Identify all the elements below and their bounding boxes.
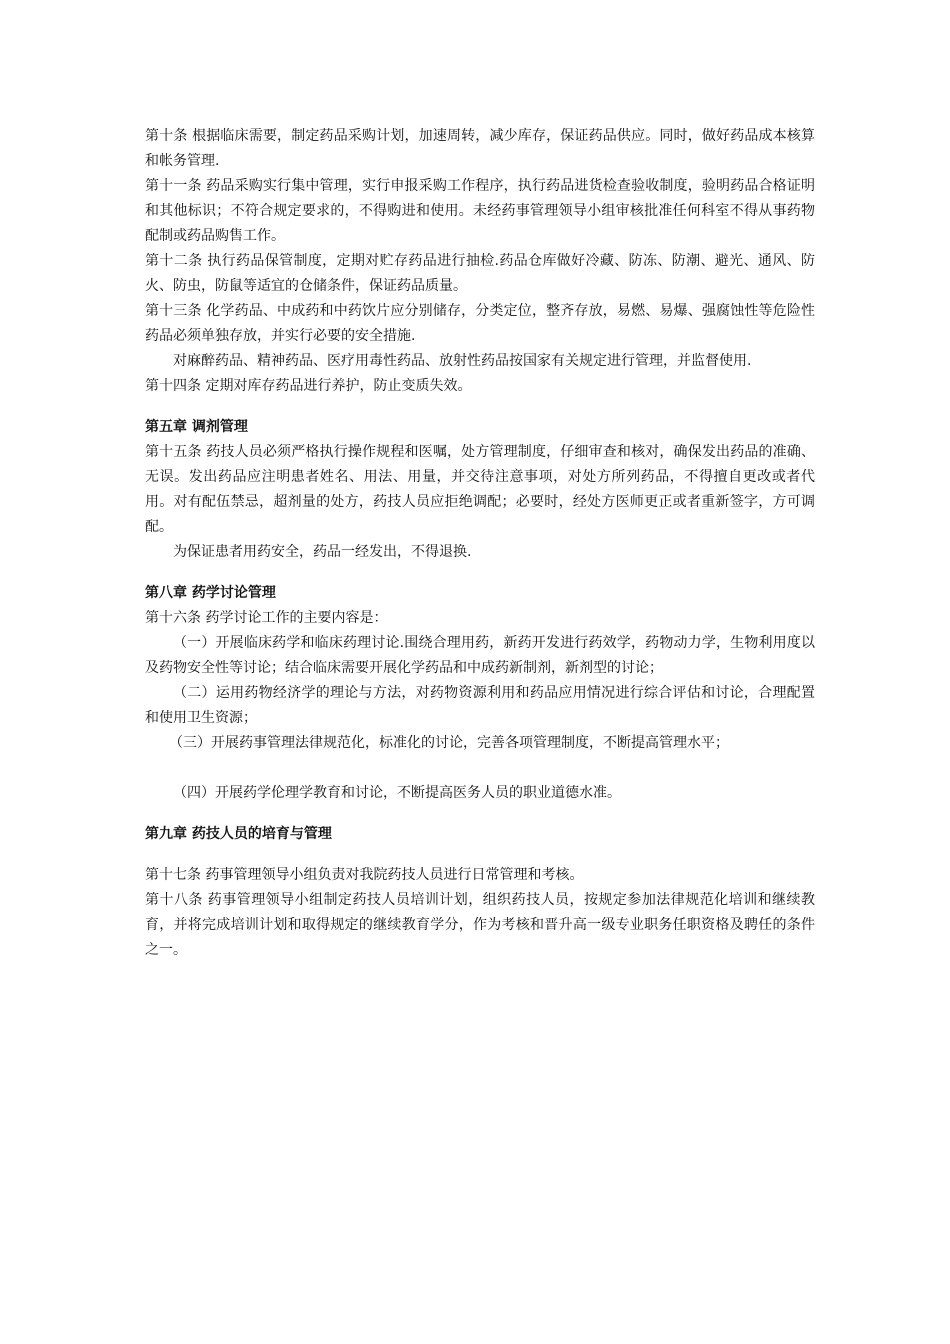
article-17: 第十七条 药事管理领导小组负责对我院药技人员进行日常管理和考核。 [145,867,584,883]
section-gap [145,399,815,415]
article-18: 第十八条 药事管理领导小组制定药技人员培训计划，组织药技人员，按规定参加法律规范化培训和继续教育，并将完成培训计划和取得规定的继续教育学分，作为考核和晋升高一级专业职务任职资格及聘任的条件之一。 [145,892,815,958]
document-page [145,124,815,963]
section-gap [145,565,815,581]
article-11: 第十一条 药品采购实行集中管理，实行申报采购工作程序，执行药品进货检查验收制度，验明药品合格证明和其他标识；不符合规定要求的，不得购进和使用。未经药事管理领导小组审核批准任何科室不得从事药物配制或药品购售工作。 [145,178,815,244]
article-13: 第十三条 化学药品、中成药和中药饮片应分别储存，分类定位，整齐存放，易燃、易爆、强腐蚀性等危险性药品必须单独存放，并实行必要的安全措施. [145,303,815,344]
article-13-supplement: 对麻醉药品、精神药品、医疗用毒性药品、放射性药品按国家有关规定进行管理，并监督使用. [173,353,752,369]
article-14: 第十四条 定期对库存药品进行养护，防止变质失效。 [145,378,472,394]
chapter-8-title: 第八章 药学讨论管理 [145,585,276,601]
article-16-item-1: （一）开展临床药学和临床药理讨论.围绕合理用药，新药开发进行药效学，药物动力学，生物利用度以及药物安全性等讨论；结合临床需要开展化学药品和中成药新制剂，新剂型的讨论； [145,635,815,676]
chapter-5-title: 第五章 调剂管理 [145,419,248,435]
article-16: 第十六条 药学讨论工作的主要内容是： [145,610,388,626]
article-16-item-2: （二）运用药物经济学的理论与方法，对药物资源利用和药品应用情况进行综合评估和讨论，合理配置和使用卫生资源； [145,685,815,726]
item-gap [145,756,815,781]
article-16-item-4: （四）开展药学伦理学教育和讨论，不断提高医务人员的职业道德水准。 [173,785,621,801]
article-16-item-3: （三）开展药事管理法律规范化，标准化的讨论，完善各项管理制度，不断提高管理水平； [169,735,729,751]
article-12: 第十二条 执行药品保管制度，定期对贮存药品进行抽检.药品仓库做好冷藏、防冻、防潮、避光、通风、防火、防虫，防鼠等适宜的仓储条件，保证药品质量。 [145,253,815,294]
article-15-supplement: 为保证患者用药安全，药品一经发出，不得退换. [173,544,472,560]
article-15: 第十五条 药技人员必须严格执行操作规程和医嘱，处方管理制度，仔细审查和核对，确保发出药品的准确、无误。发出药品应注明患者姓名、用法、用量，并交待注意事项，对处方所列药品，不得擅自更改或者代用。对有配伍禁忌，超剂量的处方，药技人员应拒绝调配；必要时，经处方医师更正或者重新签字，方可调配。 [145,444,815,535]
section-gap [145,806,815,822]
article-10: 第十条 根据临床需要，制定药品采购计划，加速周转，减少库存，保证药品供应。同时，做好药品成本核算和帐务管理. [145,128,815,169]
section-gap [145,847,815,863]
chapter-9-title: 第九章 药技人员的培育与管理 [145,826,332,842]
